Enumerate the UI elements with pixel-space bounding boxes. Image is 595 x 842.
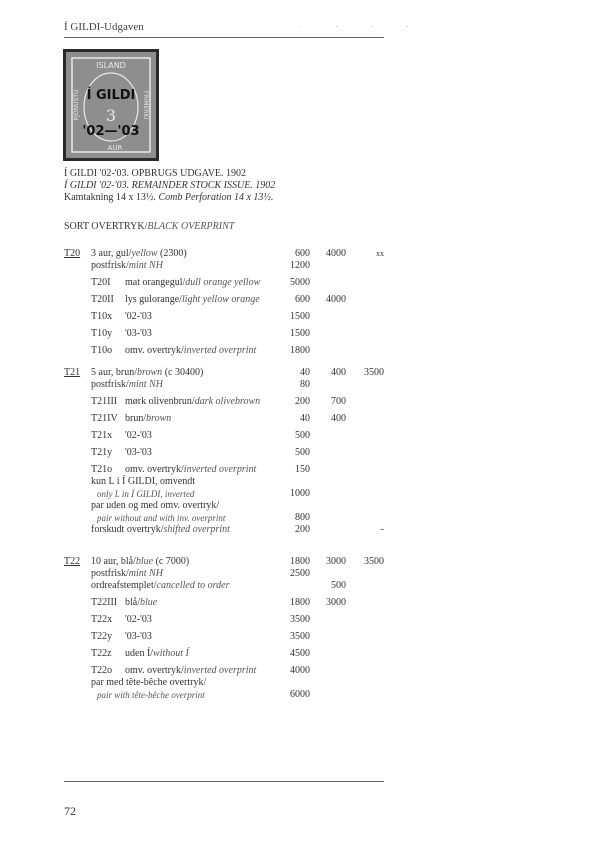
price-column-1: 5000 xyxy=(290,277,310,288)
description-danish: omv. overtryk/ xyxy=(125,345,184,356)
variety-description xyxy=(91,260,163,272)
description-danish: brun/ xyxy=(125,413,147,424)
catalogue-sub-row xyxy=(0,396,595,408)
catalogue-sub-row xyxy=(0,500,595,512)
variety-description xyxy=(125,631,152,643)
variety-number: T21IV xyxy=(91,413,118,424)
variety-description xyxy=(91,379,163,391)
price-column-2: 4000 xyxy=(326,248,346,259)
description-danish: 10 aur, blå/ xyxy=(91,556,136,567)
stamp-side-left: ÞJONUSTU xyxy=(73,89,80,121)
price-column-1: 500 xyxy=(295,430,310,441)
catalogue-main-row xyxy=(0,556,595,568)
catalogue-main-row xyxy=(0,367,595,379)
catalogue-sub-row xyxy=(0,568,595,580)
description-english: blue xyxy=(135,556,154,567)
stamp-bottom-text: AUR xyxy=(107,144,123,152)
description-english: only L in Í GILDI, inverted xyxy=(97,489,195,499)
issue-title-block xyxy=(64,168,275,204)
stamp-numeral: 3 xyxy=(105,106,117,125)
price-column-3: xx xyxy=(376,249,384,258)
price-column-1: 600 xyxy=(295,248,310,259)
footer-rule xyxy=(64,781,384,782)
description-danish: '02-'03 xyxy=(125,311,152,322)
variety-description xyxy=(91,524,230,536)
price-column-1: 500 xyxy=(295,447,310,458)
catalogue-sub-row xyxy=(0,413,595,425)
description-english: cancelled to order xyxy=(156,580,230,591)
description-danish: ordreafstemplet/ xyxy=(91,580,157,591)
description-english: pair with tête-bêche overprint xyxy=(97,690,205,700)
catalogue-sub-row xyxy=(0,464,595,476)
variety-description xyxy=(125,345,256,357)
description-english: brown xyxy=(136,367,163,378)
catalogue-number: T20 xyxy=(64,248,81,259)
description-english: dark olivebrown xyxy=(194,396,261,407)
variety-description xyxy=(125,597,157,609)
price-column-1: 1200 xyxy=(290,260,310,271)
price-column-2: 500 xyxy=(331,580,346,591)
description-english: without Í xyxy=(153,648,189,659)
variety-number: T22z xyxy=(91,648,112,659)
variety-description xyxy=(125,413,171,425)
price-column-1: 3500 xyxy=(290,614,310,625)
variety-number: T22y xyxy=(91,631,113,642)
price-column-1: 4000 xyxy=(290,665,310,676)
stamp-overprint-line1: Í GILDI xyxy=(86,88,136,103)
description-english: inverted overprint xyxy=(183,464,257,475)
stamp-top-text: ISLAND xyxy=(96,61,126,70)
variety-number: T10y xyxy=(91,328,113,339)
section-heading-english: BLACK OVERPRINT xyxy=(147,221,235,232)
catalogue-sub-row xyxy=(0,328,595,340)
description-danish: lys gulorange/ xyxy=(125,294,182,305)
catalogue-sub-row xyxy=(0,379,595,391)
catalogue-sub-row xyxy=(0,447,595,459)
variety-number: T21y xyxy=(91,447,113,458)
description-english: blue xyxy=(140,597,158,608)
price-column-2: 700 xyxy=(331,396,346,407)
price-column-1: 40 xyxy=(300,413,310,424)
price-column-1: 200 xyxy=(295,396,310,407)
description-english: mint NH xyxy=(128,260,163,271)
catalogue-sub-row xyxy=(0,430,595,442)
variety-number: T21x xyxy=(91,430,113,441)
description-english: inverted overprint xyxy=(183,665,257,676)
catalogue-sub-row xyxy=(0,631,595,643)
catalogue-sub-row xyxy=(0,597,595,609)
description-danish: postfrisk/ xyxy=(91,379,129,390)
header-marks: . . . . xyxy=(300,21,425,29)
variety-number: T20II xyxy=(91,294,114,305)
variety-number: T10o xyxy=(91,345,113,356)
issue-title-english: Í GILDI '02-'03. REMAINDER STOCK ISSUE. 1902 xyxy=(64,180,276,191)
variety-description xyxy=(125,277,260,289)
description-english: mint NH xyxy=(128,568,163,579)
price-column-1: 1800 xyxy=(290,345,310,356)
description-danish: kun L i Í GILDI, omvendt xyxy=(91,476,196,487)
catalogue-sub-row xyxy=(0,689,595,701)
description-english: shifted overprint xyxy=(163,524,230,535)
catalogue-sub-row xyxy=(0,345,595,357)
stamp-side-right: FRÍMERKI xyxy=(142,90,149,120)
price-column-3: 3500 xyxy=(364,367,384,378)
stamp-overprint-line2: '02—'03 xyxy=(82,124,140,139)
description-danish: '02-'03 xyxy=(125,430,152,441)
variety-number: T20I xyxy=(91,277,111,288)
variety-description xyxy=(125,328,152,340)
printing-quantity: (c 7000) xyxy=(155,556,190,567)
variety-number: T22o xyxy=(91,665,113,676)
variety-description xyxy=(125,311,152,323)
variety-description xyxy=(125,464,256,476)
description-danish: 5 aur, brun/ xyxy=(91,367,137,378)
variety-number: T21III xyxy=(91,396,118,407)
variety-description xyxy=(125,614,152,626)
variety-number: T10x xyxy=(91,311,113,322)
catalogue-sub-row xyxy=(0,614,595,626)
price-column-1: 3500 xyxy=(290,631,310,642)
catalogue-sub-row xyxy=(0,488,595,500)
price-column-1: 6000 xyxy=(290,689,310,700)
price-column-2: 3000 xyxy=(326,597,346,608)
description-english: mint NH xyxy=(128,379,163,390)
description-english: light yellow orange xyxy=(181,294,260,305)
description-danish: omv. overtryk/ xyxy=(125,464,184,475)
description-danish: omv. overtryk/ xyxy=(125,665,184,676)
description-danish: '03-'03 xyxy=(125,447,152,458)
catalogue-sub-row xyxy=(0,476,595,488)
price-column-1: 200 xyxy=(295,524,310,535)
description-danish: postfrisk/ xyxy=(91,568,129,579)
price-column-1: 1800 xyxy=(290,556,310,567)
description-danish: par med tête-bêche overtryk/ xyxy=(91,677,207,688)
perforation-english: Comb Perforation 14 x 13½. xyxy=(158,192,274,203)
variety-number: T22III xyxy=(91,597,118,608)
price-column-1: 1500 xyxy=(290,328,310,339)
description-danish: uden Í/ xyxy=(125,648,154,659)
variety-description xyxy=(125,430,152,442)
description-english: dull orange yellow xyxy=(185,277,261,288)
price-column-1: 1000 xyxy=(290,488,310,499)
catalogue-number: T21 xyxy=(64,367,81,378)
catalogue-main-row xyxy=(0,248,595,260)
variety-description xyxy=(91,476,195,488)
price-column-2: 400 xyxy=(331,367,346,378)
printing-quantity: (c 30400) xyxy=(164,367,204,378)
catalogue-sub-row xyxy=(0,665,595,677)
variety-description xyxy=(91,500,219,512)
price-column-2: 4000 xyxy=(326,294,346,305)
section-heading xyxy=(64,221,234,232)
description-english: brown xyxy=(146,413,172,424)
description-english: yellow xyxy=(131,248,158,259)
description-danish: '02-'03 xyxy=(125,614,152,625)
catalogue-sub-row xyxy=(0,648,595,660)
price-column-3: - xyxy=(380,524,384,535)
variety-description xyxy=(125,396,260,408)
issue-title-danish: Í GILDI '02-'03. OPBRUGS UDGAVE. 1902 xyxy=(64,168,247,179)
header-rule xyxy=(64,37,384,38)
running-header: Í GILDI-Udgaven xyxy=(64,21,144,33)
stamp-image xyxy=(63,49,159,161)
stamp-description xyxy=(91,248,187,260)
variety-description xyxy=(91,580,229,592)
catalogue-number: T22 xyxy=(64,556,81,567)
price-column-3: 3500 xyxy=(364,556,384,567)
variety-description xyxy=(91,568,163,580)
price-column-1: 600 xyxy=(295,294,310,305)
variety-description xyxy=(125,665,256,677)
variety-number: T21o xyxy=(91,464,113,475)
perforation-danish: Kamtakning 14 x 13½. xyxy=(64,192,156,203)
section-heading-danish: SORT OVERTRYK/ xyxy=(64,221,148,232)
catalogue-sub-row xyxy=(0,512,595,524)
description-english: inverted overprint xyxy=(183,345,257,356)
catalogue-sub-row xyxy=(0,311,595,323)
price-column-2: 3000 xyxy=(326,556,346,567)
stamp-description xyxy=(91,367,203,379)
catalogue-sub-row xyxy=(0,294,595,306)
description-danish: blå/ xyxy=(125,597,140,608)
price-column-1: 1500 xyxy=(290,311,310,322)
page-number: 72 xyxy=(64,804,76,818)
price-column-1: 2500 xyxy=(290,568,310,579)
catalogue-sub-row xyxy=(0,677,595,689)
stamp-description xyxy=(91,556,189,568)
description-danish: postfrisk/ xyxy=(91,260,129,271)
price-column-1: 4500 xyxy=(290,648,310,659)
description-danish: mørk olivenbrun/ xyxy=(125,396,195,407)
price-column-1: 1800 xyxy=(290,597,310,608)
price-column-1: 40 xyxy=(300,367,310,378)
price-column-1: 80 xyxy=(300,379,310,390)
perforation-line xyxy=(64,192,275,204)
catalogue-sub-row xyxy=(0,277,595,289)
price-column-1: 800 xyxy=(295,512,310,523)
variety-number: T22x xyxy=(91,614,113,625)
printing-quantity: (2300) xyxy=(160,248,187,259)
description-danish: par uden og med omv. overtryk/ xyxy=(91,500,220,511)
description-danish: 3 aur, gul/ xyxy=(91,248,132,259)
description-danish: forskudt overtryk/ xyxy=(91,524,164,535)
description-danish: '03-'03 xyxy=(125,631,152,642)
catalogue-sub-row xyxy=(0,260,595,272)
price-column-1: 150 xyxy=(295,464,310,475)
price-column-2: 400 xyxy=(331,413,346,424)
description-danish: mat orangegul/ xyxy=(125,277,186,288)
catalogue-sub-row xyxy=(0,580,595,592)
variety-description xyxy=(91,677,206,689)
description-english: pair without and with inv. overprint xyxy=(97,513,226,523)
catalogue-sub-row xyxy=(0,524,595,536)
description-danish: '03-'03 xyxy=(125,328,152,339)
variety-description xyxy=(125,648,189,660)
variety-description xyxy=(125,294,260,306)
variety-description xyxy=(125,447,152,459)
